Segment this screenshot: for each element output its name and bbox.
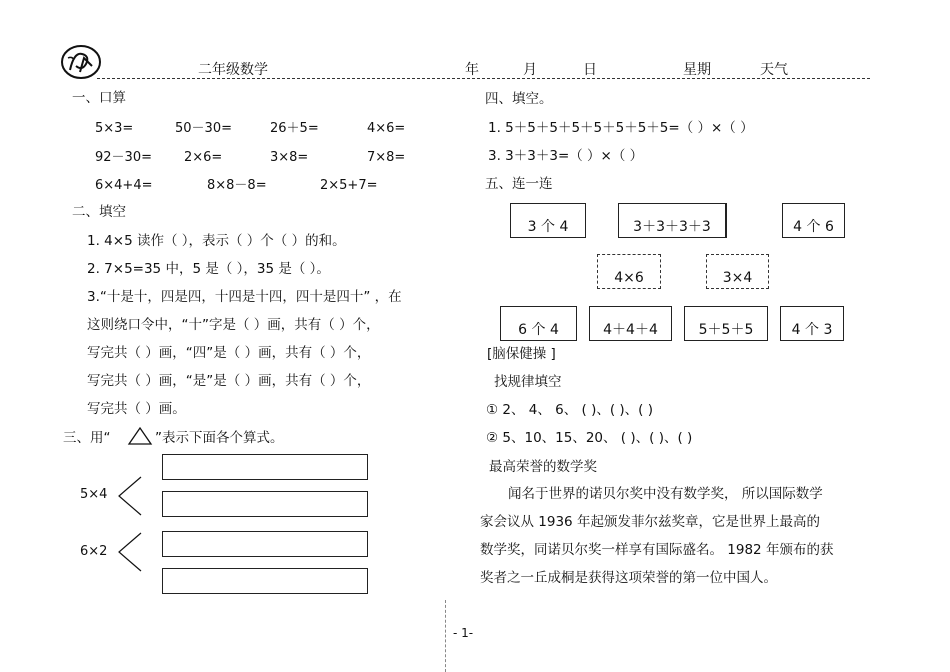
match-box-label: 5＋5＋5 [698,322,754,338]
header-title: 二年级数学 [198,62,268,78]
match-box-label: 3 个 4 [527,219,569,235]
expression-6x2: 6×2 [80,544,108,559]
match-box[interactable] [684,306,768,341]
section2-heading: 二、填空 [72,204,126,220]
header-day: 日 [583,62,597,78]
story-line: 数学奖，同诺贝尔奖一样享有国际盛名。 1982 年颁布的获 [480,542,834,558]
match-box[interactable] [500,306,577,341]
oral-calc-item: 6×4+4= [95,178,153,193]
page-number: - 1- [453,626,474,640]
pattern-line: ② 5、10、15、20、 ( )、( )、( ) [486,430,693,446]
oral-calc-item: 50－30= [175,121,232,136]
fill-line: 1. 4×5 读作（ ），表示（ ）个（ ）的和。 [87,233,346,249]
brain-title: [脑保健操 ] [487,346,556,362]
section1-heading: 一、口算 [72,90,126,106]
match-box-label: 4 个 6 [793,219,834,235]
answer-box[interactable] [162,491,368,517]
bracket-icon [117,531,143,576]
story-line: 家会议从 1936 年起颁发菲尔兹奖章，它是世界上最高的 [480,514,820,530]
answer-box[interactable] [162,454,368,480]
header-weather: 天气 [760,62,788,78]
fill-line: 写完共（ ）画，“四”是（ ）画，共有（ ）个， [87,345,371,361]
header-weekday: 星期 [683,62,711,78]
triangle-icon [127,426,153,449]
match-box-dashed[interactable] [706,254,769,289]
fill-line: 1. 5＋5＋5＋5＋5＋5＋5＋5=（ ）×（ ） [488,120,754,136]
story-title: 最高荣誉的数学奖 [489,459,597,475]
fill-line: 写完共（ ）画，“是”是（ ）画，共有（ ）个， [87,373,371,389]
match-box[interactable] [510,203,586,238]
match-box-dashed[interactable] [597,254,661,289]
match-box-label: 6 个 4 [518,322,559,338]
match-box-label: 4＋4＋4 [603,322,658,338]
oral-calc-item: 5×3= [95,121,134,136]
match-box[interactable] [782,203,845,238]
expression-5x4: 5×4 [80,487,108,502]
oral-calc-item: 2×5+7= [320,178,378,193]
section3-heading-start: 三、用“ [63,430,111,446]
match-box[interactable] [780,306,844,341]
header-year: 年 [465,62,479,78]
fill-line: 3. 3＋3＋3=（ ）×（ ） [488,148,644,164]
section5-heading: 五、连一连 [485,176,553,192]
story-line: 闻名于世界的诺贝尔奖中没有数学奖， 所以国际数学 [508,486,823,502]
bracket-icon [117,475,143,520]
oral-calc-item: 2×6= [184,150,223,165]
fill-line: 3.“十是十，四是四，十四是十四，四十是四十” ，在 [87,289,402,305]
match-box-label: 3×4 [722,270,753,286]
oral-calc-item: 8×8－8= [207,178,267,193]
story-line: 奖者之一丘成桐是获得这项荣誉的第一位中国人。 [480,570,777,586]
oral-calc-item: 7×8= [367,150,406,165]
header-divider [97,78,870,79]
header-month: 月 [523,62,537,78]
fill-line: 写完共（ ）画。 [87,401,186,417]
fill-line: 2. 7×5=35 中，5 是（ ），35 是（ ）。 [87,261,330,277]
oral-calc-item: 26＋5= [270,121,319,136]
match-box-label: 3＋3＋3＋3 [633,219,711,235]
brain-subtitle: 找规律填空 [494,374,562,390]
match-box-label: 4 个 3 [791,322,833,338]
oral-calc-item: 4×6= [367,121,406,136]
answer-box[interactable] [162,531,368,557]
match-box-label: 4×6 [614,270,644,286]
school-logo [60,44,102,83]
match-box[interactable] [589,306,672,341]
oral-calc-item: 3×8= [270,150,309,165]
fill-line: 这则绕口令中，“十”字是（ ）画，共有（ ）个， [87,317,380,333]
section4-heading: 四、填空。 [485,91,553,107]
pattern-line: ① 2、 4、 6、 ( )、( )、( ) [486,402,654,418]
answer-box[interactable] [162,568,368,594]
oral-calc-item: 92－30= [95,150,152,165]
fold-line [445,600,446,672]
match-box[interactable] [618,203,727,238]
section3-heading-end: ”表示下面各个算式。 [155,430,284,446]
